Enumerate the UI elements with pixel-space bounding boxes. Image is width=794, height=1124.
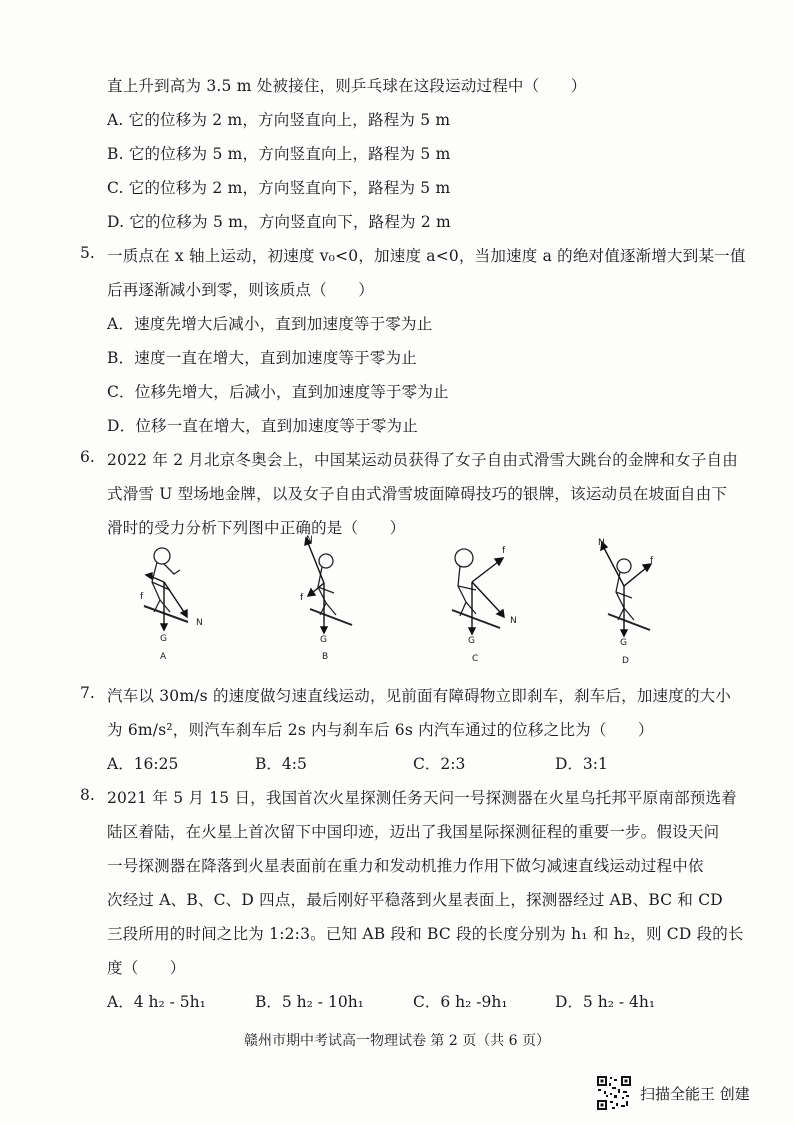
q8-stem-line-1: 2021 年 5 月 15 日，我国首次火星探测任务天问一号探测器在火星乌托邦平原南部预选着 [107,789,737,807]
q5-stem-line-2: 后再逐渐减小到零，则该质点（ ） [107,281,374,299]
q6-stem-line-2: 式滑雪 U 型场地金牌，以及女子自由式滑雪坡面障碍技巧的银牌，该运动员在坡面自由下 [107,485,728,503]
q7-option-b: B．4:5 [255,755,307,773]
q5-option-a: A．速度先增大后减小，直到加速度等于零为止 [107,315,433,333]
q4-option-c: C. 它的位移为 2 m，方向竖直向下，路程为 5 m [107,179,451,197]
figure-b-n-label: N [306,535,313,545]
figure-d-caption: D [622,656,629,666]
q5-stem-line-1: 一质点在 x 轴上运动，初速度 v₀<0，加速度 a<0，当加速度 a 的绝对值逐渐增大到某一值 [107,247,746,265]
q4-stem-tail: 直上升到高为 3.5 m 处被接住，则乒乓球在这段运动过程中（ ） [107,77,587,95]
q8-stem-line-5: 三段所用的时间之比为 1:2:3。已知 AB 段和 BC 段的长度分别为 h₁ 和 h₂，则 CD 段的长 [107,925,744,943]
q8-options [107,990,707,1014]
figure-c-n-label: N [510,616,517,626]
figure-c-f-label: f [502,546,506,556]
q6-stem-line-1: 2022 年 2 月北京冬奥会上，中国某运动员获得了女子自由式滑雪大跳台的金牌和女子自由 [107,451,738,469]
q7-stem-line-1: 汽车以 30m/s 的速度做匀速直线运动，见前面有障碍物立即刹车，刹车后，加速度的大小 [107,687,732,705]
q7-option-c: C．2:3 [413,755,466,773]
q7-option-a: A．16:25 [107,755,179,773]
q8-stem-line-3: 一号探测器在降落到火星表面前在重力和发动机推力作用下做匀减速直线运动过程中依 [107,857,704,875]
figure-c-caption: C [472,654,479,664]
q6-number: 6. [80,448,95,466]
figure-a-f-label: f [140,592,144,602]
figure-a-g-label: G [160,634,167,644]
page-footer: 赣州市期中考试高一物理试卷 第 2 页（共 6 页） [243,1033,551,1049]
q7-option-d: D．3:1 [555,755,608,773]
figure-d-n-label: N [598,538,605,548]
q8-option-d: D．5 h₂ - 4h₁ [555,993,656,1011]
figure-b [290,535,380,660]
figure-c-g-label: G [468,636,475,646]
q4-option-b: B. 它的位移为 5 m，方向竖直向上，路程为 5 m [107,145,451,163]
q5-option-b: B．速度一直在增大，直到加速度等于零为止 [107,349,417,367]
q7-number: 7. [80,684,95,702]
q8-option-b: B．5 h₂ - 10h₁ [255,993,364,1011]
q5-number: 5. [80,244,95,262]
figure-a [130,540,220,660]
q5-option-d: D．位移一直在增大，直到加速度等于零为止 [107,417,418,435]
scanner-watermark [596,1075,786,1111]
figure-c [440,540,540,665]
q8-number: 8. [80,786,95,804]
figure-b-g-label: G [320,635,327,645]
qr-code-icon [596,1075,632,1111]
figure-a-caption: A [160,652,167,662]
q8-option-a: A．4 h₂ - 5h₁ [107,993,206,1011]
figure-d-g-label: G [620,638,627,648]
q5-option-c: C．位移先增大，后减小，直到加速度等于零为止 [107,383,449,401]
q8-stem-line-6: 度（ ） [107,959,186,977]
q8-stem-line-4: 次经过 A、B、C、D 四点，最后刚好平稳落到火星表面上，探测器经过 AB、BC 和 CD [107,891,723,909]
figure-d [590,538,680,666]
q7-stem-line-2: 为 6m/s²，则汽车刹车后 2s 内与刹车后 6s 内汽车通过的位移之比为（ ） [107,721,654,739]
figure-b-caption: B [322,652,329,662]
figure-b-f-label: f [300,593,304,603]
figure-d-f-label: f [650,556,654,566]
q8-stem-line-2: 陆区着陆，在火星上首次留下中国印迹，迈出了我国星际探测征程的重要一步。假设天问 [107,823,720,841]
q7-options [107,752,707,776]
figure-a-n-label: N [196,618,203,628]
q6-stem-line-3: 滑时的受力分析下列图中正确的是（ ） [107,519,406,537]
watermark-text: 扫描全能王 创建 [640,1085,750,1103]
q8-option-c: C．6 h₂ -9h₁ [413,993,508,1011]
q4-option-a: A. 它的位移为 2 m，方向竖直向上，路程为 5 m [107,111,451,129]
q4-option-d: D. 它的位移为 5 m，方向竖直向下，路程为 2 m [107,213,451,231]
